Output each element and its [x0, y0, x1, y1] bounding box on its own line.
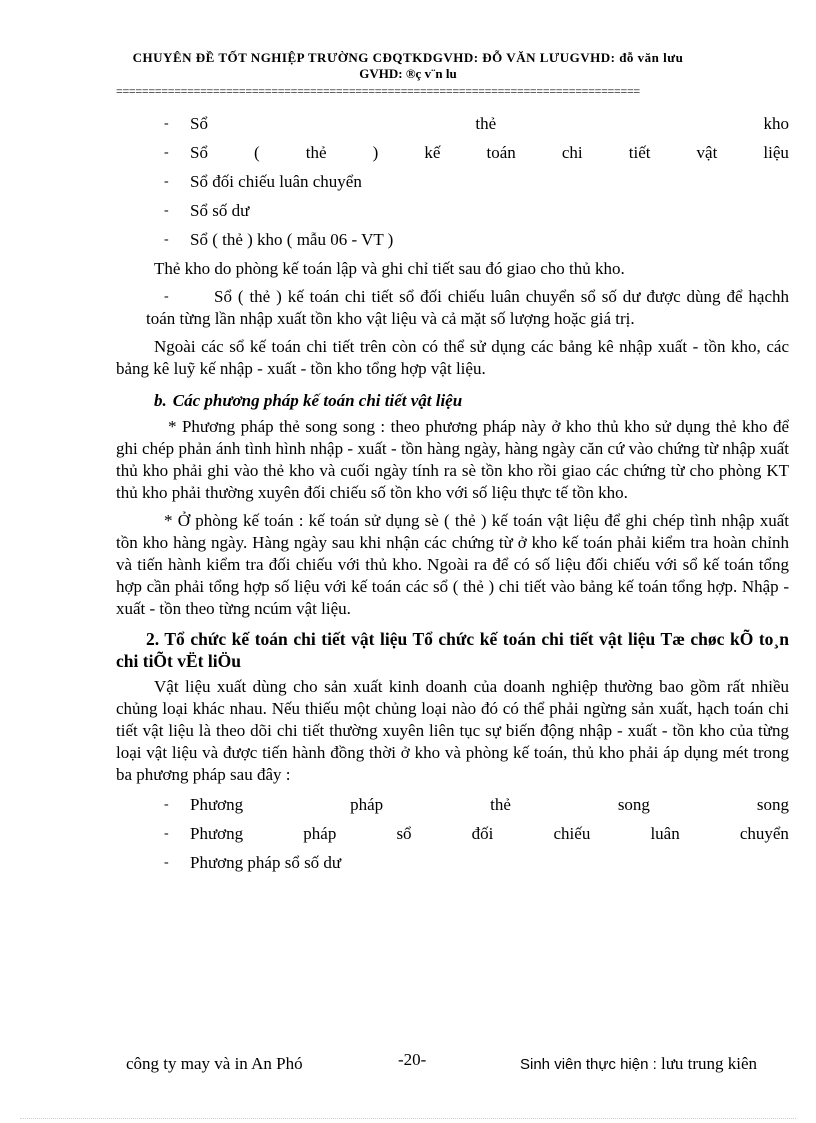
footer-company: công ty may và in An Phó [126, 1054, 303, 1073]
list-item-word: kế [424, 143, 441, 162]
dash-marker: - [164, 797, 169, 812]
list-item-word: tiết [628, 143, 651, 162]
paragraph-3: Ngoài các sổ kế toán chi tiết trên còn có thể sử dụng các bảng kê nhập xuất - tồn kho, các bảng kê luỹ kế nhập - xuất - tồn kho tổng hợp vật liệu. [116, 337, 789, 378]
bullet-list-top [116, 111, 789, 256]
section-2-heading: 2. Tổ chức kế toán chi tiết vật liệu Tổ chức kế toán chi tiết vật liệu Tæ chøc kÕ to¸n chi tiÕt vËt liÖu [116, 629, 789, 671]
list-item-word: Phương [190, 795, 244, 814]
list-item-text: Phương pháp sổ số dư [190, 853, 342, 872]
list-item [116, 792, 789, 821]
list-item-text: Sổ ( thẻ ) kho ( mẫu 06 - VT ) [190, 230, 394, 249]
header-rule: ================================================================================= [116, 84, 640, 98]
footer-page-number: -20- [398, 1050, 427, 1069]
document-body [116, 111, 789, 879]
paragraph-6: Vật liệu xuất dùng cho sản xuất kinh doanh của doanh nghiệp thường bao gồm rất nhiều chủng loại khác nhau. Nếu thiếu một chủng loại nào đó có thể phải ngừng sản xuất, hạch toán chi tiết vật liệu là theo dõi chi tiết thường xuyên liên tục sự biến động nhập - xuất - tồn kho của từng loại vật liệu và được tiến hành đồng thời ở kho và phòng kế toán, thủ kho phải áp dụng mét trong ba phương pháp sau đây : [116, 677, 789, 784]
dash-marker: - [164, 116, 169, 131]
list-item [116, 198, 789, 227]
list-item-word: kho [763, 114, 789, 133]
list-item-word: ( [254, 143, 260, 162]
page-bottom-border [20, 1118, 796, 1119]
footer-author-name: lưu trung kiên [660, 1054, 758, 1073]
list-item-text: Sổ số dư [190, 201, 250, 220]
paragraph-1: Thẻ kho do phòng kế toán lập và ghi chỉ tiết sau đó giao cho thủ kho. [154, 259, 625, 278]
list-item-word: ) [372, 143, 379, 162]
subheading-b-text: Các phương pháp kế toán chi tiết vật liệu [172, 391, 463, 410]
list-item-word: chi [561, 143, 583, 162]
dash-marker: - [164, 232, 169, 247]
list-item-word: sổ [396, 824, 412, 843]
subheading-b-mark: b. [154, 391, 167, 410]
header-title: CHUYÊN ĐỀ TỐT NGHIỆP TRƯỜNG CĐQTKDGVHD: ĐỖ VĂN LƯUGVHD: đỗ văn lưu [132, 50, 684, 65]
bullet-list-bottom [116, 792, 789, 879]
list-item-word: chiếu [553, 824, 591, 843]
dash-marker: - [164, 289, 169, 304]
list-item-text [190, 140, 789, 166]
list-item-word: vật [696, 143, 718, 162]
dash-marker: - [164, 145, 169, 160]
list-item-word: toán [486, 143, 516, 162]
paragraph-4: * Phương pháp thẻ song song : theo phương pháp này ở kho thủ kho sử dụng thẻ kho để ghi chép phản ánh tình hình nhập - xuất - tồn hàng ngày, hàng ngày căn cứ vào chứng từ nhập xuất thủ kho phải ghi vào thẻ kho và cuối ngày tính ra sè tồn kho rồi giao các chứng từ cho phòng KT thủ kho phải thường xuyên đối chiếu số tồn kho với số liệu thực tế tồn kho. [116, 417, 789, 502]
list-item-word: thẻ [305, 143, 327, 162]
subheading-b [154, 390, 789, 412]
paragraph-2 [116, 286, 789, 330]
list-item-word: luân [650, 824, 680, 843]
dash-marker: - [164, 203, 169, 218]
list-item-word: song [617, 795, 650, 814]
footer-author [520, 1054, 757, 1074]
list-item-word: song [756, 795, 789, 814]
list-item [116, 140, 789, 169]
paragraph-2-text: Sổ ( thẻ ) kế toán chi tiết sổ đối chiếu luân chuyển sổ số dư được dùng để hạchh toán từng lần nhập xuất tồn kho vật liệu và cả mặt số lượng hoặc giá trị. [146, 287, 789, 328]
dash-marker: - [164, 826, 169, 841]
dash-marker: - [164, 855, 169, 870]
list-item-word: chuyển [739, 824, 789, 843]
list-item [116, 169, 789, 198]
list-item-word: Phương [190, 824, 244, 843]
paragraph-5: * Ở phòng kế toán : kế toán sử dụng sè ( thẻ ) kế toán vật liệu để ghi chép tình nhập xuất tồn kho hàng ngày. Hàng ngày sau khi nhận các chứng từ ở kho kế toán phải kiểm tra hoàn chỉnh và tiến hành kiểm tra đối chiếu với thủ kho. Ngoài ra để có số liệu đối chiếu với sổ kế toán tổng hợp cần phải tổng hợp số liệu với kế toán các sổ ( thẻ ) chi tiết vào bảng kế toán tổng hợp. Nhập - xuất - tồn theo từng ncúm vật liệu. [116, 511, 789, 618]
list-item-word: thẻ [490, 795, 511, 814]
list-item-word: Sổ [190, 143, 208, 162]
list-item-text [190, 821, 789, 847]
list-item [116, 821, 789, 850]
list-item-word: pháp [350, 795, 384, 814]
footer-author-label: Sinh viên thực hiện : [520, 1056, 661, 1073]
list-item-word: pháp [303, 824, 337, 843]
list-item-word: Sổ [190, 114, 208, 133]
list-item-text: Sổ đối chiếu luân chuyển [190, 172, 362, 191]
list-item [116, 111, 789, 140]
list-item [116, 227, 789, 256]
list-item-word: thẻ [475, 114, 497, 133]
dash-marker: - [164, 174, 169, 189]
list-item-text [190, 792, 789, 818]
list-item-word: đối [471, 824, 494, 843]
list-item-word: liệu [763, 143, 789, 162]
header-subtitle: GVHD: ®ç v¨n lu [359, 66, 457, 81]
list-item-text [190, 111, 789, 137]
list-item [116, 850, 789, 879]
